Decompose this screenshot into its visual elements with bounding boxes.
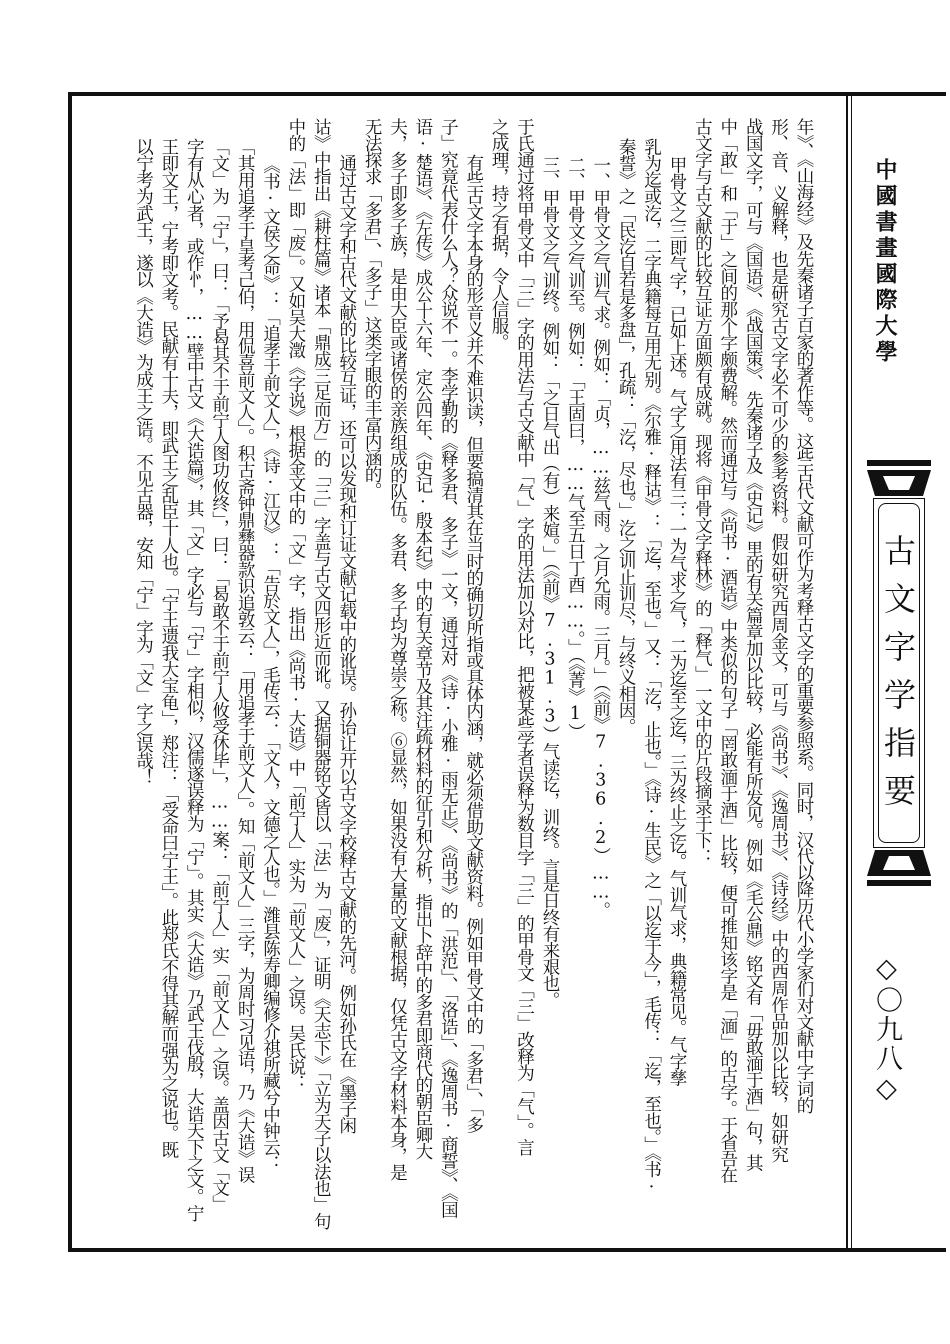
cartouche-top-ornament: [863, 458, 935, 498]
text-line: 无法探求「多君」、「多子」这类字眼的丰富内涵的。: [362, 118, 383, 499]
quote-line: 秦誓》之「民汔自若是多盘」，孔疏：「汔，尽也。」汔之训止训尽，与终义相因。: [616, 138, 637, 735]
text-line: 子」究竟代表什么人？众说不一。李学勤的《释多君、多子》一文，通过对《诗·小雅·雨无正》、《尚书》的「洪范」、「洛诰」、《逸周书·商誓》、《国: [438, 118, 459, 1218]
text-line: 之成理，持之有据，令人信服。: [489, 118, 510, 351]
university-title: 中國書畫國際大學: [872, 158, 897, 366]
quote-line: 「其用追孝于皇考己伯，用侃喜前文人」。积古斋钟鼎彝器款识追敦云：「用追孝于前文人」。知「前文人」三字，为周时习见语，乃《大诰》误: [235, 138, 256, 1183]
quote-line: 《书·文侯之命》：「追孝于前文人」，《诗·江汉》：「告於文人」，毛传云：「文人，文德之人也。」潍县陈寿卿编修介祺所藏兮中钟云：: [260, 156, 281, 1172]
text-line: 年》、《山海经》及先秦诸子百家的著作等。这些古代文献可作为考释古文字的重要参照系。同时，汉代以降历代小学家们对文献中字词的: [794, 118, 814, 1114]
text-line: 诂》中指出《耕柱篇》诸本「鼎成三足而方」的「三」字盖与古文四形近而讹。又据铜器铭文皆以「法」为「废」，证明《天志下》「立为天子以法也」句: [311, 118, 332, 1230]
quote-line: 甲骨文之三即气字，已如上述。气字之用法有三：一为气求之气，二为迄至之迄，三为终止之讫。气训气求，典籍常见。气字孳: [666, 156, 687, 1086]
text-line: 中「敢」和「于」之间的那个字颇费解。然而通过与《尚书·酒诰》中类似的句子「罔敢湎于酒」比较，便可推知该字是「湎」的古字。于省吾在: [717, 118, 738, 1183]
text-line: 夫，多子即多子族，是由大臣或诸侯的亲族组成的队伍。多君、多子均为尊崇之称。⑥显然，如果没有大量的文献根据，仅凭古文字材料本身，是: [387, 118, 408, 1181]
main-text-block: [82, 118, 816, 1233]
text-line: 形、音、义解释，也是研究古文字必不可少的参考资料。假如研究西周金文，可与《尚书》、《逸周书》、《诗经》中的西周作品加以比较，如研究: [768, 118, 789, 1163]
text-line: 语·楚语》、《左传》成公十六年、定公四年、《史记·殷本纪》中的有关章节及其注疏材料的征引和分析，指出卜辞中的多君即商代的朝臣卿大: [412, 118, 433, 1160]
quote-item: 三、甲骨文之气训终。例如：「之日气出（有）来媗。」（《前》7.31.3）气读讫，训终。言是日终有来艰也。: [539, 156, 560, 1008]
quote-line: 字有从心者，或作㣺，……壁中古文《大诰篇》，其「文」字必与「宁」字相似，汉儒遂误释为「宁」。其实《大诰》乃武王伐殷，大诰天下之文。宁: [184, 138, 205, 1222]
book-title: 古文字学指要: [879, 534, 917, 822]
sidebar-divider: [846, 92, 848, 1252]
quote-item: 一、甲骨文之气训气求。例如：「贞，……兹气雨。之月允雨。三月。」（《前》7.36.2）……。: [590, 156, 611, 919]
text-line: 战国文字，可与《国语》、《战国策》、先秦诸子及《史记》里的有关篇章加以比较，必能有所发见。例如《毛公鼎》铭文有「毋敢湎于酒」句，其: [743, 118, 764, 1171]
title-cartouche: [863, 458, 935, 888]
text-line: 于氏通过将甲骨文中「三」字的用法与古文献中「气」字的用法加以对比，把被某些学者误释为数目字「三」的甲骨文「三」改释为「气」。言: [514, 118, 535, 1156]
text-line: 古文字与古文献的比较互证方面颇有成就。现将《甲骨文字释林》的「释气」一文中的片段摘录于下：: [692, 118, 713, 866]
text-line: 中的「法」即「废」。又如吴大澂《字说》根据金文中的「文」字，指出《尚书·大诰》中「前宁人」实为「前文人」之误。吴氏说：: [285, 118, 306, 1092]
cartouche-bottom-ornament: [863, 848, 935, 888]
quote-line: 乳为迄或汔，二字典籍每互用无别。《尔雅·释诂》：「迄，至也。」又：「汔，止也。」《诗·生民》之「以迄于今」，毛传：「迄，至也。」《书·: [641, 138, 662, 1197]
text-line: 通过古文字和古代文献的比较互证，还可以发现和订证文献记载中的讹误。孙诒让开以古文字校释古文献的先河。例如孙氏在《墨子闲: [336, 154, 357, 1134]
page-number: ◇〇九八◇: [871, 952, 902, 1106]
quote-line: 王即文王，宁考即文考。民献有十夫，即武王之乱臣十人也。「宁王遗我大宝龟」，郑注：「受命曰宁王」。此郑氏不得其解而强为之说也。既: [158, 138, 179, 1158]
text-line: 有些古文字本身的形音义并不难识读，但要搞清其在当时的确切所指或具体内涵，就必须借助文献资料。例如甲骨文中的「多君」、「多: [463, 154, 484, 1133]
quote-item: 二、甲骨文之气训至。例如：「王固曰，……气至五日丁酉……。」（《菁》1）: [565, 156, 586, 740]
sidebar-divider-thin: [851, 92, 852, 1252]
quote-line: 「文」为「宁」，曰：「予曷其不于前宁人图功攸终」，曰：「曷敢不于前宁人攸受休毕」，……案：「前宁人」实「前文人」之误。盖因古文「文」: [209, 138, 230, 1213]
quote-line: 以宁考为武王，遂以《大诰》为成王之诰。不见古器，安知「宁」字为「文」字之误哉！: [133, 138, 154, 786]
